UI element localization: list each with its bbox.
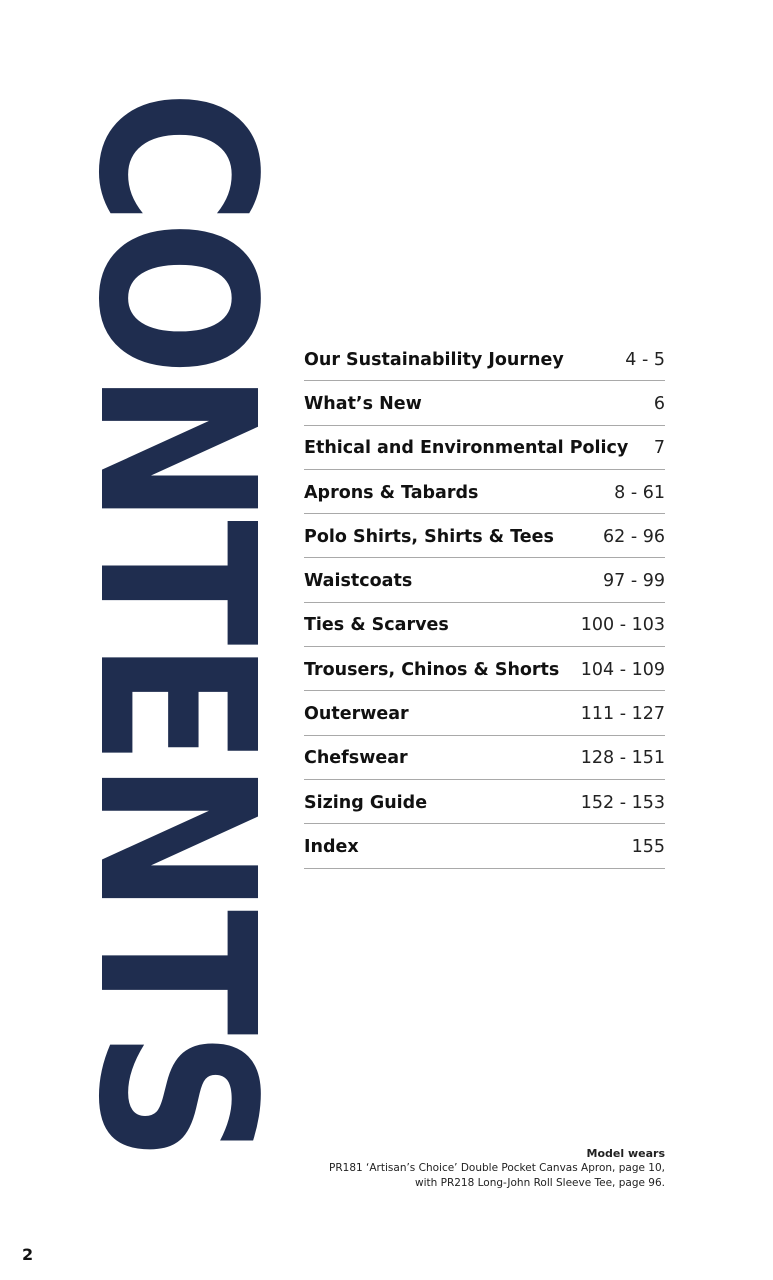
toc-entry[interactable] [304,470,665,514]
page-number: 2 [22,1245,34,1264]
toc-entry[interactable] [304,337,665,381]
toc-entry-title: Chefswear [304,748,408,769]
toc-entry-title: Our Sustainability Journey [304,349,564,370]
toc-entry-pages: 128 - 151 [580,748,665,769]
toc-entry-pages: 4 - 5 [625,349,665,370]
toc-entry-pages: 155 [631,836,665,857]
toc-entry-title: Aprons & Tabards [304,482,479,503]
toc-entry-pages: 62 - 96 [603,526,665,547]
caption-line: PR181 ‘Artisan’s Choice’ Double Pocket Canvas Apron, page 10, [329,1162,665,1174]
toc-entry[interactable] [304,381,665,425]
toc-entry-pages: 6 [653,393,665,414]
toc-entry-title: Index [304,836,359,857]
contents-title-wrapper [51,90,300,1200]
toc-entry-pages: 152 - 153 [580,792,665,813]
toc-entry-title: Outerwear [304,704,409,725]
toc-entry[interactable] [304,780,665,824]
contents-title: CONTENTS [51,90,300,1158]
toc-entry[interactable] [304,558,665,602]
toc-entry-title: Sizing Guide [304,792,428,813]
toc-entry[interactable] [304,603,665,647]
model-caption [329,1146,665,1191]
toc-entry[interactable] [304,736,665,780]
toc-entry-pages: 104 - 109 [580,659,665,680]
toc-entry[interactable] [304,824,665,868]
toc-entry-pages: 100 - 103 [580,615,665,636]
toc-entry-pages: 111 - 127 [580,704,665,725]
toc-entry-pages: 8 - 61 [614,482,665,503]
toc-entry-title: Ethical and Environmental Policy [304,438,629,459]
toc-entry-title: Trousers, Chinos & Shorts [304,659,560,680]
toc-entry[interactable] [304,691,665,735]
toc-entry-title: Polo Shirts, Shirts & Tees [304,526,554,547]
toc-entry-title: Ties & Scarves [304,615,449,636]
toc-entry[interactable] [304,514,665,558]
toc-entry-title: Waistcoats [304,571,413,592]
caption-heading: Model wears [586,1147,665,1160]
caption-line: with PR218 Long-John Roll Sleeve Tee, page 96. [415,1177,665,1189]
toc-entry-pages: 7 [653,438,665,459]
table-of-contents [304,337,665,869]
toc-entry[interactable] [304,647,665,691]
toc-entry-pages: 97 - 99 [603,571,665,592]
toc-entry[interactable] [304,426,665,470]
toc-entry-title: What’s New [304,393,422,414]
